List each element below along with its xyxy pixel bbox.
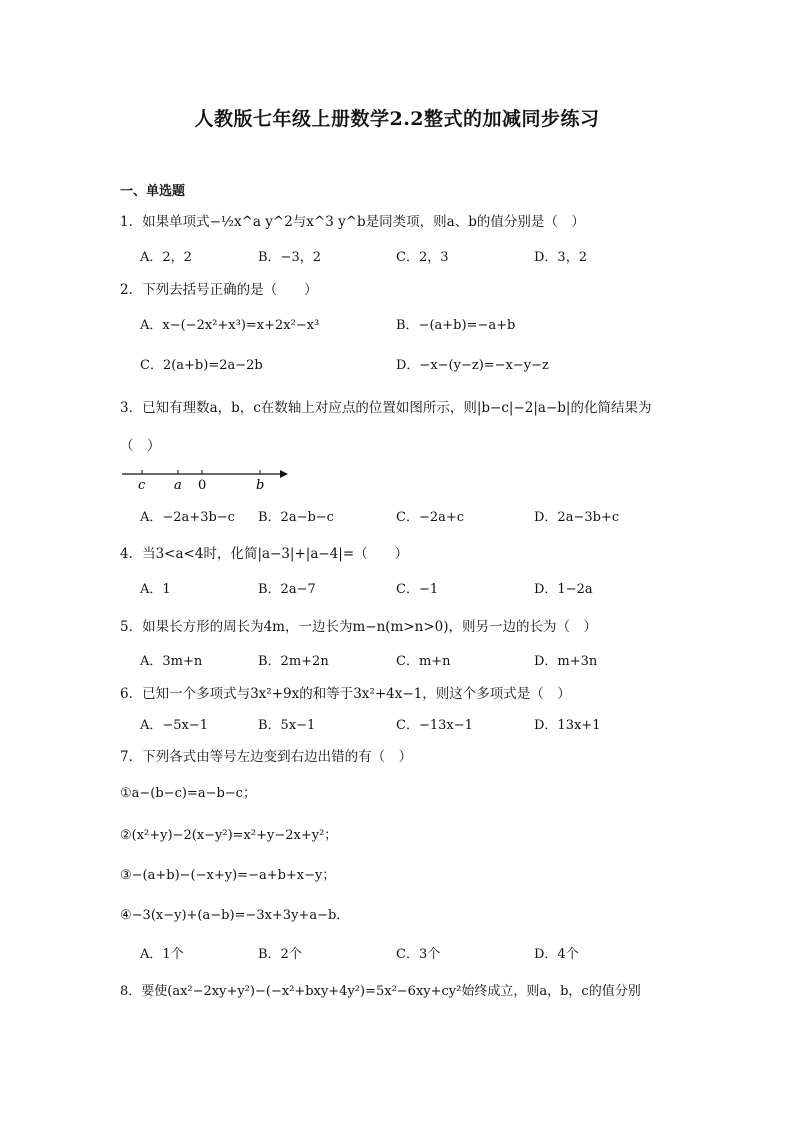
q3-option-b[interactable]: B．2a−b−c xyxy=(258,510,334,525)
q1-option-b[interactable]: B．−3，2 xyxy=(258,250,321,265)
q3-option-a[interactable]: A．−2a+3b−c xyxy=(140,510,235,525)
q6-option-a[interactable]: A．−5x−1 xyxy=(140,718,209,733)
page-title: 人教版七年级上册数学2.2整式的加减同步练习 xyxy=(194,108,600,130)
axis-label-b: b xyxy=(256,478,265,493)
axis-label-c: c xyxy=(138,478,146,493)
q7-option-c[interactable]: C．3个 xyxy=(396,947,441,962)
question-4-stem: 4．当3<a<4时，化简|a−3|+|a−4|=（ ） xyxy=(120,546,409,562)
question-2-stem: 2．下列去括号正确的是（ ） xyxy=(120,282,318,298)
question-6-stem: 6．已知一个多项式与3x²+9x的和等于3x²+4x−1，则这个多项式是（ ） xyxy=(120,686,571,702)
q6-option-b[interactable]: B．5x−1 xyxy=(258,718,316,733)
q5-option-c[interactable]: C．m+n xyxy=(396,654,451,669)
q1-option-c[interactable]: C．2，3 xyxy=(396,250,449,265)
q1-option-d[interactable]: D．3，2 xyxy=(534,250,587,265)
q5-option-d[interactable]: D．m+3n xyxy=(534,654,598,669)
q6-option-c[interactable]: C．−13x−1 xyxy=(396,718,473,733)
q2-option-b[interactable]: B．−(a+b)=−a+b xyxy=(396,318,516,333)
question-7-stem: 7．下列各式由等号左边变到右边出错的有（ ） xyxy=(120,749,413,765)
q3-option-d[interactable]: D．2a−3b+c xyxy=(534,510,620,525)
q7-item-4: ④−3(x−y)+(a−b)=−3x+3y+a−b． xyxy=(120,908,350,923)
q7-option-b[interactable]: B．2个 xyxy=(258,947,302,962)
q1-option-a[interactable]: A．2，2 xyxy=(140,250,192,265)
q3-option-c[interactable]: C．−2a+c xyxy=(396,510,465,525)
q7-option-a[interactable]: A．1个 xyxy=(140,947,184,962)
q4-option-d[interactable]: D．1−2a xyxy=(534,582,593,597)
question-1-stem: 1．如果单项式−½x^a y^2与x^3 y^b是同类项，则a、b的值分别是（ ） xyxy=(120,214,585,230)
number-line-arrow xyxy=(280,470,288,478)
q5-option-b[interactable]: B．2m+2n xyxy=(258,654,329,669)
question-5-stem: 5．如果长方形的周长为4m，一边长为m−n(m>n>0)，则另一边的长为（ ） xyxy=(120,619,598,635)
q7-item-3: ③−(a+b)−(−x+y)=−a+b+x−y； xyxy=(120,868,336,883)
q2-option-c[interactable]: C．2(a+b)=2a−2b xyxy=(140,358,263,373)
q5-option-a[interactable]: A．3m+n xyxy=(140,654,203,669)
q7-item-2: ②(x²+y)−2(x−y²)=x²+y−2x+y²； xyxy=(120,828,338,843)
axis-label-zero: 0 xyxy=(198,478,207,493)
q4-option-a[interactable]: A．1 xyxy=(140,582,171,597)
question-3-stem: 3．已知有理数a，b，c在数轴上对应点的位置如图所示，则|b−c|−2|a−b|的化简结果为 xyxy=(120,400,652,416)
axis-label-a: a xyxy=(174,478,182,493)
q4-option-b[interactable]: B．2a−7 xyxy=(258,582,316,597)
question-8-stem: 8．要使(ax²−2xy+y²)−(−x²+bxy+4y²)=5x²−6xy+cy²始终成立，则a，b，c的值分别 xyxy=(120,984,641,999)
section-heading: 一、单选题 xyxy=(120,184,186,199)
q2-option-a[interactable]: A．x−(−2x²+x³)=x+2x²−x³ xyxy=(140,318,320,333)
question-3-stem-cont: （ ） xyxy=(120,438,161,454)
q4-option-c[interactable]: C．−1 xyxy=(396,582,439,597)
q2-option-d[interactable]: D．−x−(y−z)=−x−y−z xyxy=(396,358,549,373)
q7-item-1: ①a−(b−c)=a−b−c； xyxy=(120,786,256,801)
number-line-figure xyxy=(120,464,290,494)
q7-option-d[interactable]: D．4个 xyxy=(534,947,579,962)
q6-option-d[interactable]: D．13x+1 xyxy=(534,718,601,733)
